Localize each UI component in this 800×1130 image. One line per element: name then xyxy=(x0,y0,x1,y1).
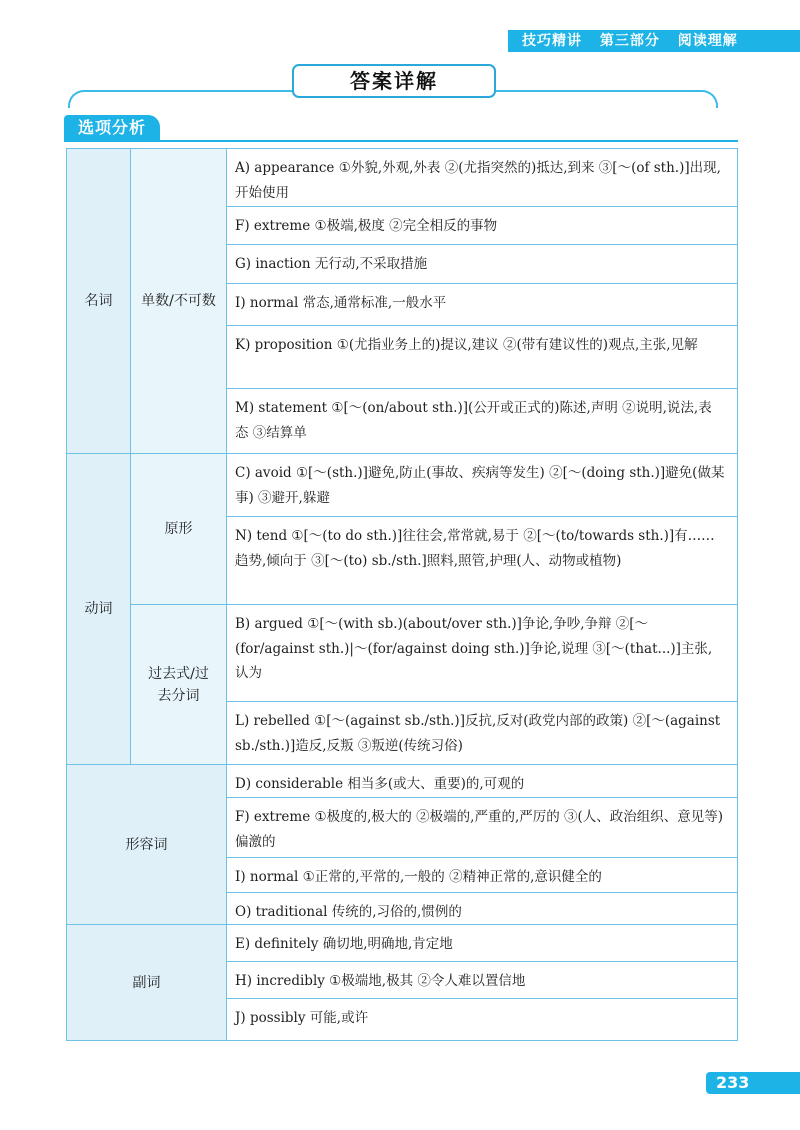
table-row: E) definitely 确切地,明确地,肯定地 xyxy=(227,925,737,962)
table-row: D) considerable 相当多(或大、重要)的,可观的 xyxy=(227,765,737,798)
table-row: H) incredibly ①极端地,极其 ②令人难以置信地 xyxy=(227,962,737,999)
cat-noun: 名词 xyxy=(67,149,131,454)
table-row: I) normal 常态,通常标准,一般水平 xyxy=(227,284,737,326)
header-part3: 阅读理解 xyxy=(677,33,738,49)
table-row: K) proposition ①(尤指业务上的)提议,建议 ②(带有建议性的)观点,主张,见解 xyxy=(227,326,737,389)
header-part2: 第三部分 xyxy=(599,33,660,49)
page-title: 答案详解 xyxy=(292,64,496,98)
cat-noun-sub: 单数/不可数 xyxy=(131,149,227,454)
table-row: I) normal ①正常的,平常的,一般的 ②精神正常的,意识健全的 xyxy=(227,858,737,893)
table-row: F) extreme ①极端,极度 ②完全相反的事物 xyxy=(227,207,737,245)
cat-adj: 形容词 xyxy=(67,765,227,925)
table-row: F) extreme ①极度的,极大的 ②极端的,严重的,严厉的 ③(人、政治组织、意见等)偏激的 xyxy=(227,798,737,858)
cat-verb: 动词 xyxy=(67,454,131,765)
cat-verb-sub1: 原形 xyxy=(131,454,227,605)
section-tag: 选项分析 xyxy=(64,115,160,141)
cat-adv: 副词 xyxy=(67,925,227,1040)
table-row: C) avoid ①[～(sth.)]避免,防止(事故、疾病等发生) ②[～(doing sth.)]避免(做某事) ③避开,躲避 xyxy=(227,454,737,517)
page-number: 233 xyxy=(706,1072,800,1094)
section-divider xyxy=(64,140,738,142)
table-row: A) appearance ①外貌,外观,外表 ②(尤指突然的)抵达,到来 ③[～(of sth.)]出现,开始使用 xyxy=(227,149,737,207)
table-row: B) argued ①[～(with sb.)(about/over sth.)]争论,争吵,争辩 ②[～(for/against sth.)|～(for/against doing sth.)]争论,说理 ③[～(that...)]主张,认为 xyxy=(227,605,737,702)
vocab-table xyxy=(66,148,738,1041)
table-row: O) traditional 传统的,习俗的,惯例的 xyxy=(227,893,737,925)
table-row: J) possibly 可能,或许 xyxy=(235,1010,369,1026)
header-part1: 技巧精讲 xyxy=(522,33,582,49)
table-row: L) rebelled ①[～(against sb./sth.)]反抗,反对(政党内部的政策) ②[～(against sb./sth.)]造反,反叛 ③叛逆(传统习俗) xyxy=(227,702,737,765)
running-header xyxy=(508,30,800,52)
cat-verb-sub2: 过去式/过去分词 xyxy=(131,605,227,765)
table-row: N) tend ①[～(to do sth.)]往往会,常常就,易于 ②[～(to/towards sth.)]有……趋势,倾向于 ③[～(to) sb./sth.]照料,照管,护理(人、动物或植物) xyxy=(227,517,737,605)
table-row: G) inaction 无行动,不采取措施 xyxy=(227,245,737,284)
table-row: M) statement ①[～(on/about sth.)](公开或正式的)陈述,声明 ②说明,说法,表态 ③结算单 xyxy=(227,389,737,454)
